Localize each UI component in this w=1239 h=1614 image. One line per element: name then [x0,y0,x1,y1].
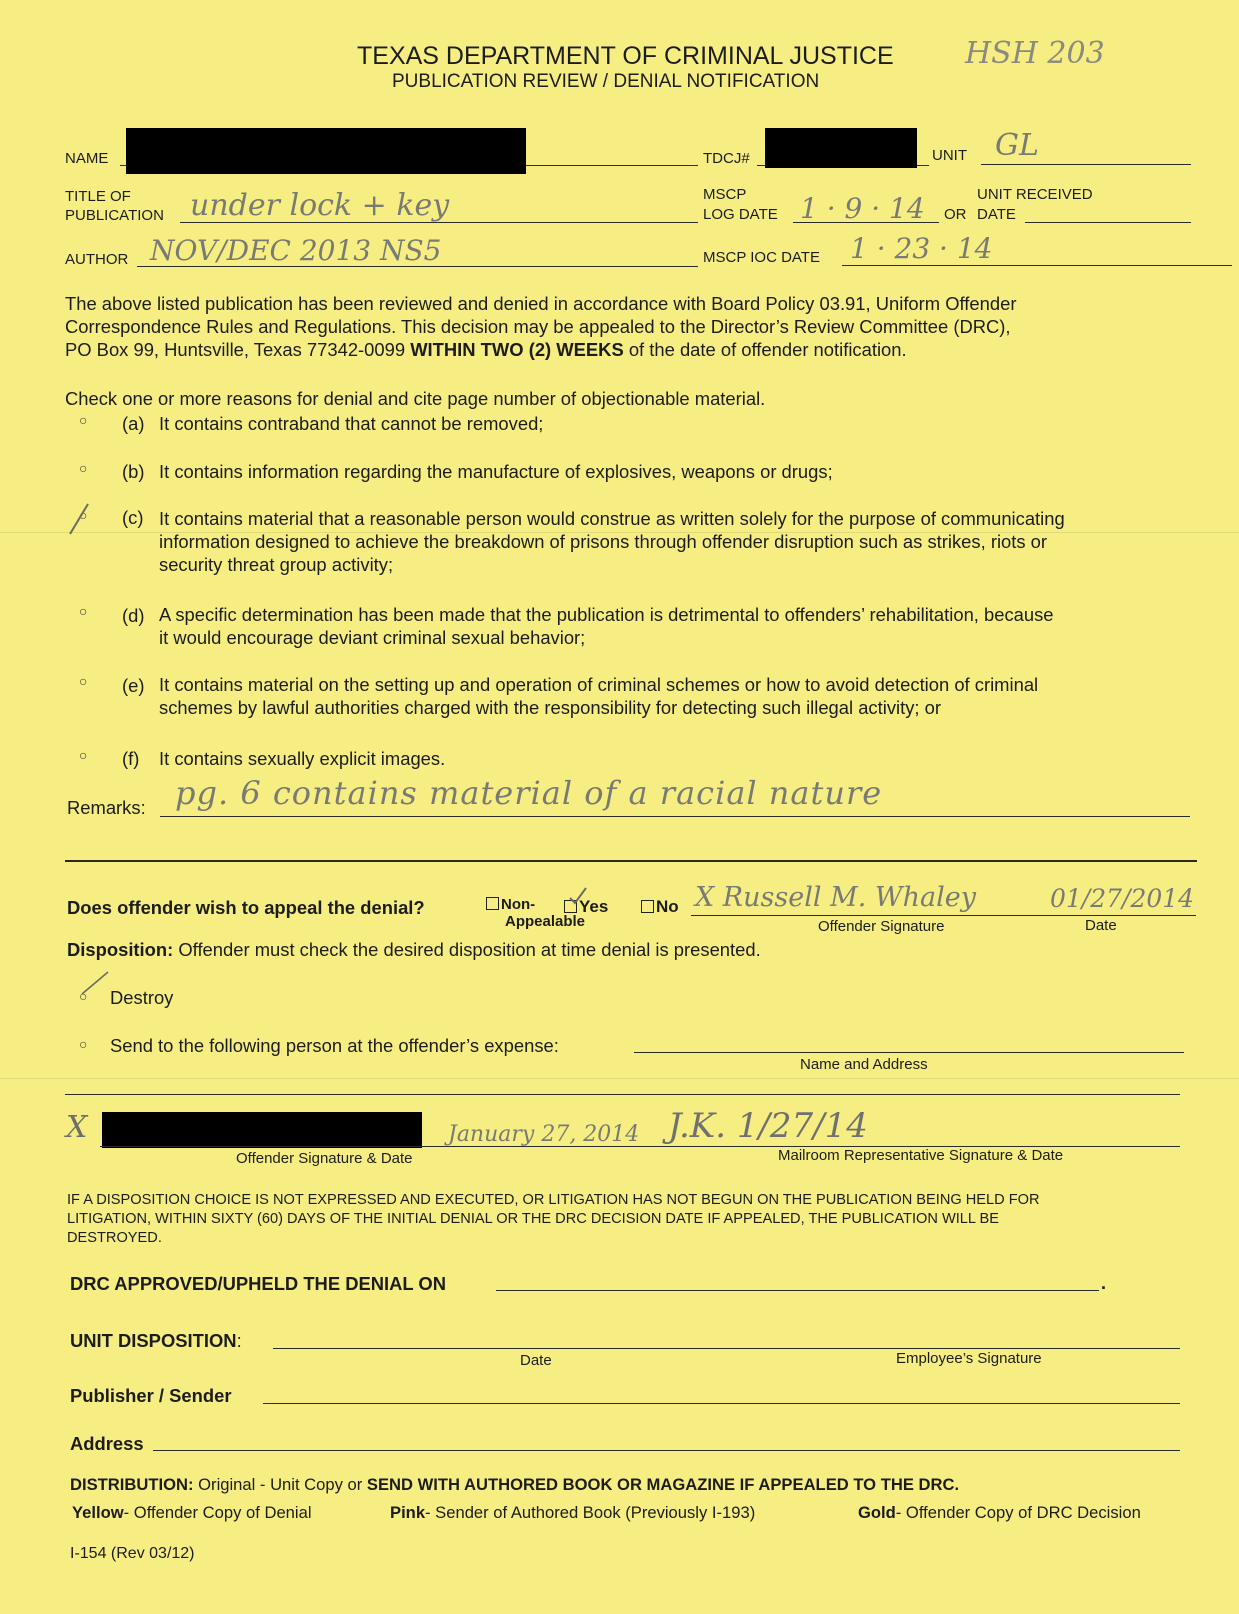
handwritten-reference: HSH 203 [965,36,1105,71]
publisher-line [263,1403,1180,1404]
appeal-signature-line [691,915,1196,916]
destroy-checkmark [80,970,110,998]
offender-signature-label: Offender Signature [818,918,945,935]
log-date-label: LOG DATE [703,206,778,223]
ioc-date-line [842,265,1232,266]
remarks-line [160,816,1190,817]
remarks-line-2 [65,860,1197,862]
reason-d-letter: (d) [122,605,145,626]
no-option[interactable]: No [641,897,679,917]
reason-f-text: It contains sexually explicit images. [159,748,446,769]
name-address-label: Name and Address [800,1056,928,1073]
author-value: NOV/DEC 2013 NS5 [150,234,442,267]
offender-signature-redaction [102,1112,422,1148]
drc-period: . [1101,1273,1107,1293]
pink-copy: Pink- Sender of Authored Book (Previously I-193) [390,1503,756,1522]
appeal-question: Does offender wish to appeal the denial? [67,897,425,918]
title-label-line1: TITLE OF [65,188,131,205]
author-label: AUTHOR [65,251,129,268]
mailroom-signature-label: Mailroom Representative Signature & Date [778,1147,1064,1164]
intro-line-1: The above listed publication has been reviewed and denied in accordance with Board Policy 03.91, Uniform Offender [65,293,1017,314]
intro-line-2: Correspondence Rules and Regulations. This decision may be appealed to the Director’s Review Committee (DRC), [65,316,1011,337]
reason-d-checkbox[interactable]: ○ [79,603,88,619]
reason-f-checkbox[interactable]: ○ [79,747,88,763]
drc-date-line [496,1290,1099,1291]
intro-paragraph [65,292,1016,361]
remarks-value: pg. 6 contains material of a racial nature [175,774,883,812]
fold-crease [0,1078,1239,1079]
tdcj-label: TDCJ# [703,150,750,167]
address-line [153,1450,1180,1451]
no-checkbox[interactable] [641,900,654,913]
remarks-label: Remarks: [67,797,146,818]
reason-d-text: A specific determination has been made that the publication is detrimental to offenders’ rehabilitation, because it would encourage deviant criminal sexual behavior; [159,604,1054,648]
check-instructions: Check one or more reasons for denial and cite page number of objectionable material. [65,388,766,409]
intro-line-3: PO Box 99, Huntsville, Texas 77342-0099 WITHIN TWO (2) WEEKS of the date of offender notification. [65,339,907,360]
name-redaction [126,128,526,174]
non-appealable-checkbox[interactable] [486,897,499,910]
appeal-signature-value: X Russell M. Whaley [695,882,976,913]
unit-disposition-label: UNIT DISPOSITION: [70,1330,242,1351]
reason-a-text: It contains contraband that cannot be removed; [159,413,544,434]
reason-c-checkbox[interactable]: ○ [79,507,88,523]
reason-a-checkbox[interactable]: ○ [79,412,88,428]
distribution-line: DISTRIBUTION: Original - Unit Copy or SEND WITH AUTHORED BOOK OR MAGAZINE IF APPEALED TO THE DRC. [70,1475,960,1494]
tdcj-redaction [765,128,917,168]
offender-date-value: January 27, 2014 [448,1122,640,1147]
ioc-date-value: 1 · 23 · 14 [850,232,993,265]
gold-copy: Gold- Offender Copy of DRC Decision [858,1503,1141,1522]
deadline-text: WITHIN TWO (2) WEEKS [410,339,624,360]
reason-a-letter: (a) [122,413,145,434]
ioc-date-label: MSCP IOC DATE [703,249,820,266]
non-appealable-option[interactable]: Non- [486,896,535,913]
address-label: Address [70,1433,144,1454]
offender-x-mark: X [66,1110,88,1145]
mscp-label: MSCP [703,186,747,203]
appeal-date-value: 01/27/2014 [1050,884,1195,913]
unit-received-label: UNIT RECEIVED [977,186,1093,203]
appealable-label: Appealable [505,913,586,930]
yes-option[interactable]: Yes [564,897,608,917]
log-date-value: 1 · 9 · 14 [800,192,925,225]
unit-disposition-line [273,1348,1180,1349]
offender-signature-date-label: Offender Signature & Date [236,1150,413,1167]
reason-e-text: It contains material on the setting up and operation of criminal schemes or how to avoid detection of criminal schemes by lawful authorities charged with the responsibility for detecting such illegal activity; or [159,674,1039,718]
send-label: Send to the following person at the offender’s expense: [110,1035,559,1056]
form-id: I-154 (Rev 03/12) [70,1545,195,1562]
unit-line [981,164,1191,165]
form-title: TEXAS DEPARTMENT OF CRIMINAL JUSTICE [357,42,894,70]
destroy-checkbox[interactable]: ○ [79,988,88,1004]
reason-b-letter: (b) [122,461,145,482]
yellow-copy: Yellow- Offender Copy of Denial [72,1503,312,1522]
unit-received-date-label: DATE [977,206,1016,223]
appeal-date-label: Date [1085,917,1117,934]
employee-signature-label: Employee’s Signature [896,1350,1042,1367]
name-label: NAME [65,150,109,167]
disposition-instructions: Disposition: Offender must check the desired disposition at time denial is presented. [67,939,761,960]
unit-value: GL [995,128,1039,163]
unit-received-line [1025,222,1191,223]
reason-c-letter: (c) [122,507,144,528]
send-address-line [65,1094,1180,1095]
publication-title-value: under lock + key [190,188,450,223]
yes-checkmark [568,886,588,906]
unit-disposition-date-label: Date [520,1352,552,1369]
reason-c-text: It contains material that a reasonable person would construe as written solely for the purpose of communicating information designed to achieve the breakdown of prisons through offender disruption such as strikes, riots or security threat group activity; [159,508,1065,575]
title-label-line2: PUBLICATION [65,207,164,224]
form-subtitle: PUBLICATION REVIEW / DENIAL NOTIFICATION [392,71,820,92]
or-label: OR [944,206,967,223]
reason-b-text: It contains information regarding the manufacture of explosives, weapons or drugs; [159,461,833,482]
send-checkbox[interactable]: ○ [79,1036,88,1052]
destroy-label: Destroy [110,987,174,1008]
reason-f-letter: (f) [122,748,140,769]
reason-b-checkbox[interactable]: ○ [79,460,88,476]
publisher-label: Publisher / Sender [70,1385,232,1406]
mailroom-signature-value: J.K. 1/27/14 [668,1106,868,1146]
reason-e-checkbox[interactable]: ○ [79,673,88,689]
unit-label: UNIT [932,147,967,164]
reason-e-letter: (e) [122,675,145,696]
reason-c-checkmark [66,500,94,536]
send-name-line [634,1052,1184,1053]
destruction-notice: IF A DISPOSITION CHOICE IS NOT EXPRESSED AND EXECUTED, OR LITIGATION HAS NOT BEGUN ON THE PUBLICATION BEING HELD FOR LITIGATION, WITHIN SIXTY (60) DAYS OF THE INITIAL DENIAL OR THE DRC DECISION DATE IF APPEALED, THE PUBLICATION WILL BE DESTROYED. [67,1192,1040,1246]
drc-label: DRC APPROVED/UPHELD THE DENIAL ON [70,1273,447,1294]
